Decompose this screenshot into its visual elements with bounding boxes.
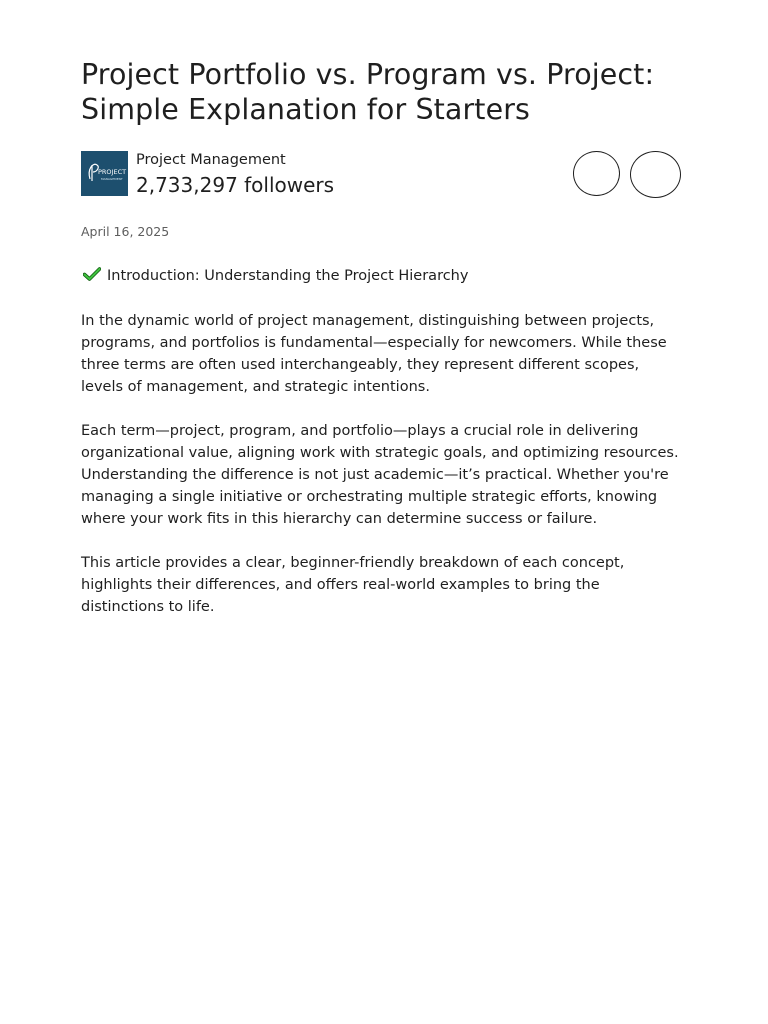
project-management-logo-icon [81, 151, 128, 196]
paragraph-2: Each term—project, program, and portfolio—plays a crucial role in delivering organizational value, aligning work with strategic goals, and optimizing resources. Understanding the difference is not just academic—it’s practical. Whether you're managing a single initiative or orchestrating multiple strategic efforts, knowing where your work fits in this hierarchy can determine success or failure. [81, 423, 679, 527]
author-row [81, 151, 681, 199]
author-name[interactable]: Project Management [136, 152, 286, 168]
check-mark-icon [83, 267, 101, 281]
intro-heading-text: Introduction: Understanding the Project Hierarchy [107, 268, 469, 284]
follower-count: 2,733,297 followers [136, 173, 335, 197]
circle-action-button-1[interactable] [573, 151, 620, 196]
paragraph-3: This article provides a clear, beginner-friendly breakdown of each concept, highlights their differences, and offers real-world examples to bring the distinctions to life. [81, 555, 625, 615]
paragraph-1: In the dynamic world of project management, distinguishing between projects, programs, and portfolios is fundamental—especially for newcomers. While these three terms are often used interchangeably, they represent different scopes, levels of management, and strategic intentions. [81, 313, 667, 395]
intro-heading [83, 266, 468, 286]
article-title: Project Portfolio vs. Program vs. Project: Simple Explanation for Starters [81, 58, 655, 126]
circle-action-button-2[interactable] [630, 151, 681, 198]
publish-date: April 16, 2025 [81, 224, 170, 239]
logo-subtext: MANAGEMENT [101, 177, 123, 181]
author-logo[interactable] [81, 151, 128, 196]
logo-text: PROJECT [98, 168, 127, 176]
